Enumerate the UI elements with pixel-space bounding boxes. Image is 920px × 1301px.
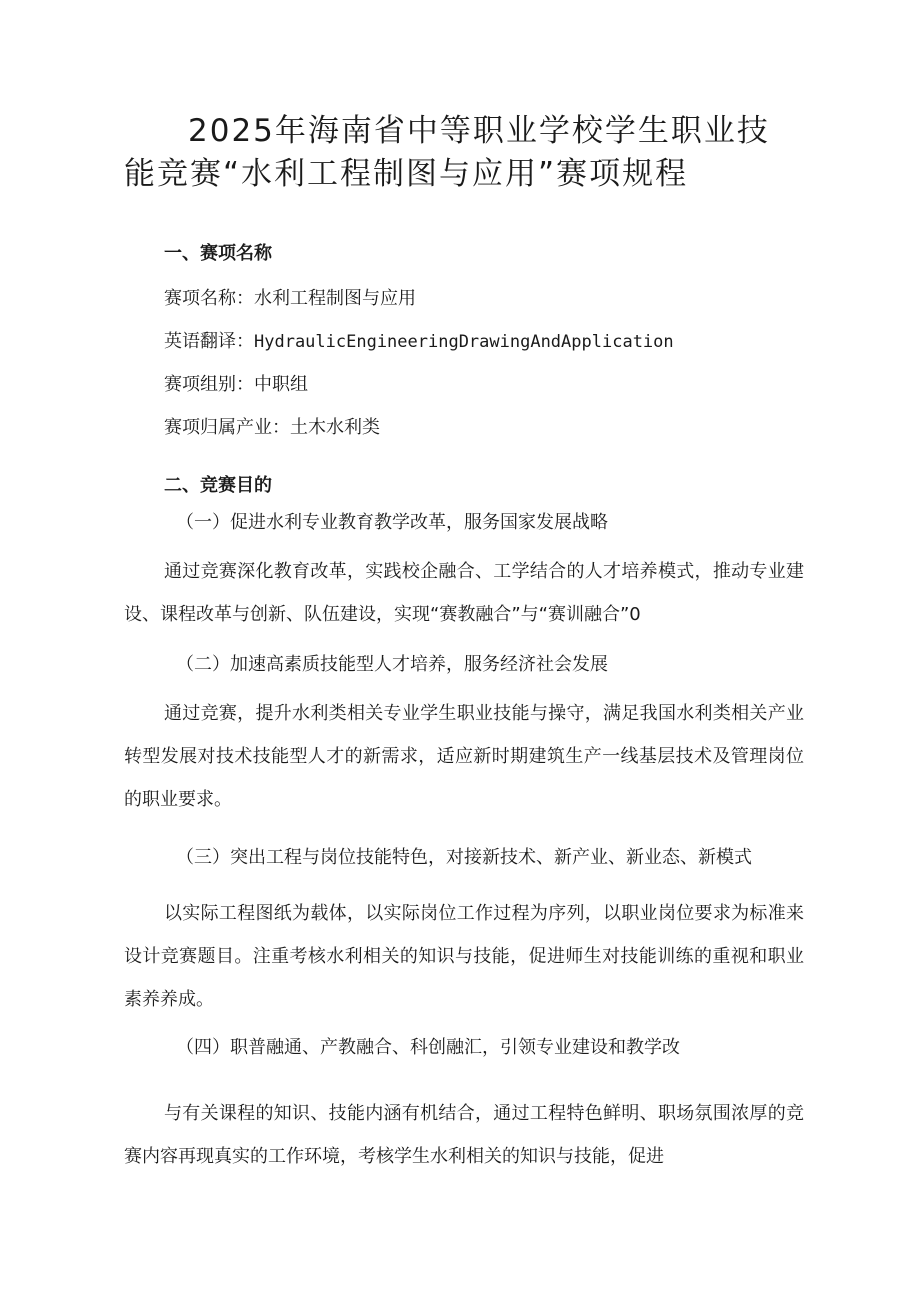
document-title — [124, 110, 824, 196]
item-value: HydraulicEngineeringDrawingAndApplication — [254, 332, 674, 352]
item-value: 水利工程制图与应用 — [254, 288, 416, 309]
title-line-1: 2025年海南省中等职业学校学生职业技 — [188, 113, 770, 149]
item-label: 英语翻译： — [164, 331, 254, 352]
item-label: 赛项归属产业： — [164, 417, 290, 438]
item-label: 赛项名称： — [164, 288, 254, 309]
paragraph-4: 与有关课程的知识、技能内涵有机结合，通过工程特色鲜明、职场氛围浓厚的竞赛内容再现真实的工作环境，考核学生水利相关的知识与技能，促进 — [124, 1103, 804, 1167]
item-competition-name — [124, 285, 804, 313]
item-value: 土木水利类 — [290, 417, 380, 438]
section-heading-competition-purpose: 二、竞赛目的 — [164, 475, 272, 496]
document-body — [124, 240, 804, 1178]
item-english-translation — [124, 328, 804, 356]
subsection-title-4: （四）职普融通、产教融合、科创融汇，引领专业建设和教学改 — [176, 1037, 680, 1058]
item-industry — [124, 414, 804, 442]
paragraph-1: 通过竞赛深化教育改革，实践校企融合、工学结合的人才培养模式，推动专业建设、课程改革与创新、队伍建设，实现“赛教融合”与“赛训融合”0 — [124, 561, 804, 625]
paragraph-2: 通过竞赛，提升水利类相关专业学生职业技能与操守，满足我国水利类相关产业转型发展对技术技能型人才的新需求，适应新时期建筑生产一线基层技术及管理岗位的职业要求。 — [124, 703, 804, 810]
subsection-title-3: （三）突出工程与岗位技能特色，对接新技术、新产业、新业态、新模式 — [176, 847, 752, 868]
paragraph-3: 以实际工程图纸为载体，以实际岗位工作过程为序列，以职业岗位要求为标准来设计竞赛题目。注重考核水利相关的知识与技能，促进师生对技能训练的重视和职业素养养成。 — [124, 903, 804, 1010]
item-label: 赛项组别： — [164, 374, 254, 395]
subsection-title-1: （一）促进水利专业教育教学改革，服务国家发展战略 — [176, 512, 608, 533]
section-heading-competition-name: 一、赛项名称 — [164, 243, 272, 264]
item-value: 中职组 — [254, 374, 308, 395]
title-line-2: 能竞赛“水利工程制图与应用”赛项规程 — [124, 156, 689, 192]
subsection-title-2: （二）加速高素质技能型人才培养，服务经济社会发展 — [176, 654, 608, 675]
item-competition-group — [124, 371, 804, 399]
